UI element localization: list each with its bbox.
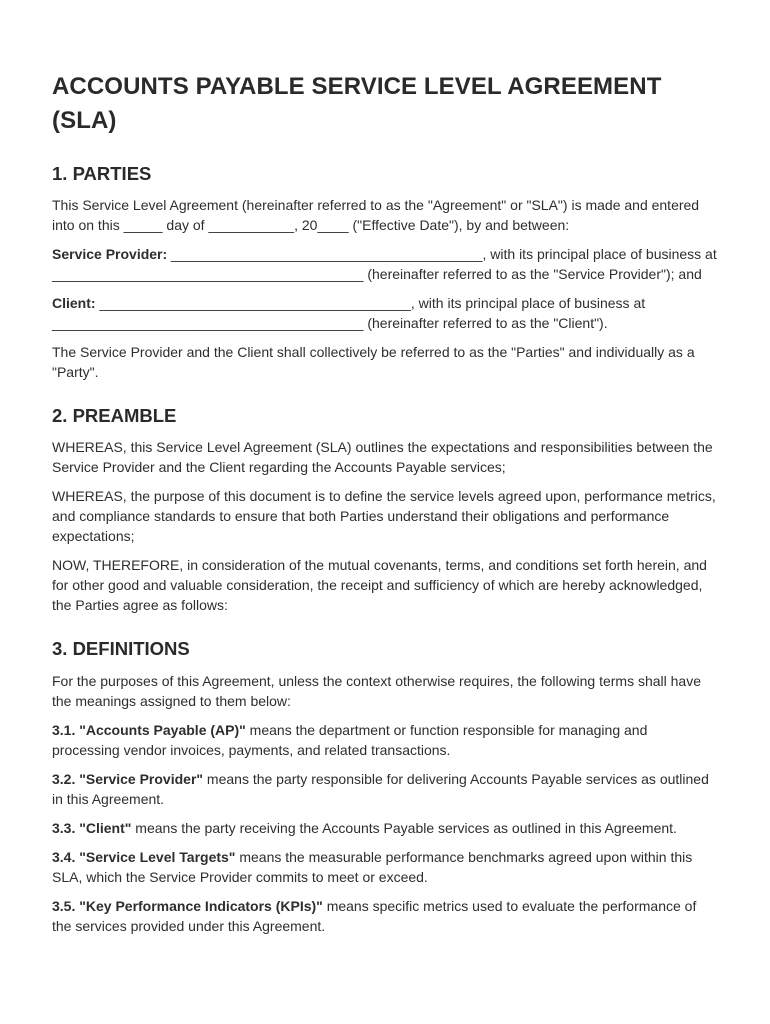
parties-collective-paragraph: The Service Provider and the Client shall collectively be referred to as the "Parties" and individually as a "Party". — [52, 344, 695, 380]
whereas-paragraph-1: WHEREAS, this Service Level Agreement (SLA) outlines the expectations and responsibilities between the Service Provider and the Client regarding the Accounts Payable services; — [52, 439, 713, 475]
definition-term: 3.2. "Service Provider" — [52, 771, 204, 787]
definition-text: means the party responsible for delivering Accounts Payable services as outlined in this Agreement. — [52, 771, 709, 807]
client-paragraph — [52, 293, 718, 333]
definition-text: means the party receiving the Accounts Payable services as outlined in this Agreement. — [131, 820, 677, 836]
definition-item — [52, 847, 718, 887]
service-provider-text: ________________________________________, with its principal place of business at ________________________________________ (hereinafter referred to as the "Service Provider"); and — [52, 246, 717, 282]
section-heading-parties: 1. PARTIES — [52, 163, 152, 184]
section-heading-preamble: 2. PREAMBLE — [52, 405, 177, 426]
document-title: ACCOUNTS PAYABLE SERVICE LEVEL AGREEMENT (SLA) — [52, 73, 662, 134]
definition-term: 3.1. "Accounts Payable (AP)" — [52, 722, 246, 738]
definitions-intro-paragraph: For the purposes of this Agreement, unless the context otherwise requires, the following terms shall have the meanings assigned to them below: — [52, 673, 702, 709]
now-therefore-paragraph: NOW, THEREFORE, in consideration of the mutual covenants, terms, and conditions set forth herein, and for other good and valuable consideration, the receipt and sufficiency of which are hereby acknowledged, the Parties agree as follows: — [52, 557, 707, 613]
whereas-paragraph-2: WHEREAS, the purpose of this document is to define the service levels agreed upon, performance metrics, and compliance standards to ensure that both Parties understand their obligations and performance expectations; — [52, 488, 716, 544]
definition-item — [52, 720, 718, 760]
client-text: ________________________________________, with its principal place of business at ________________________________________ (hereinafter referred to as the "Client"). — [52, 295, 646, 331]
parties-intro-paragraph: This Service Level Agreement (hereinafter referred to as the "Agreement" or "SLA") is made and entered into on this _____ day of ___________, 20____ ("Effective Date"), by and between: — [52, 197, 700, 233]
definition-item — [52, 769, 718, 809]
definition-text: means the measurable performance benchmarks agreed upon within this SLA, which the Service Provider commits to meet or exceed. — [52, 849, 693, 885]
definition-term: 3.5. "Key Performance Indicators (KPIs)" — [52, 898, 323, 914]
client-label: Client: — [52, 295, 96, 311]
service-provider-paragraph — [52, 244, 718, 284]
document-page — [52, 0, 718, 936]
section-heading-definitions: 3. DEFINITIONS — [52, 638, 190, 659]
definition-item — [52, 818, 718, 838]
definition-text: means the department or function responsible for managing and processing vendor invoices, payments, and related transactions. — [52, 722, 648, 758]
definition-term: 3.4. "Service Level Targets" — [52, 849, 236, 865]
definition-text: means specific metrics used to evaluate the performance of the services provided under this Agreement. — [52, 898, 697, 934]
definition-item — [52, 896, 718, 936]
service-provider-label: Service Provider: — [52, 246, 168, 262]
definition-term: 3.3. "Client" — [52, 820, 132, 836]
